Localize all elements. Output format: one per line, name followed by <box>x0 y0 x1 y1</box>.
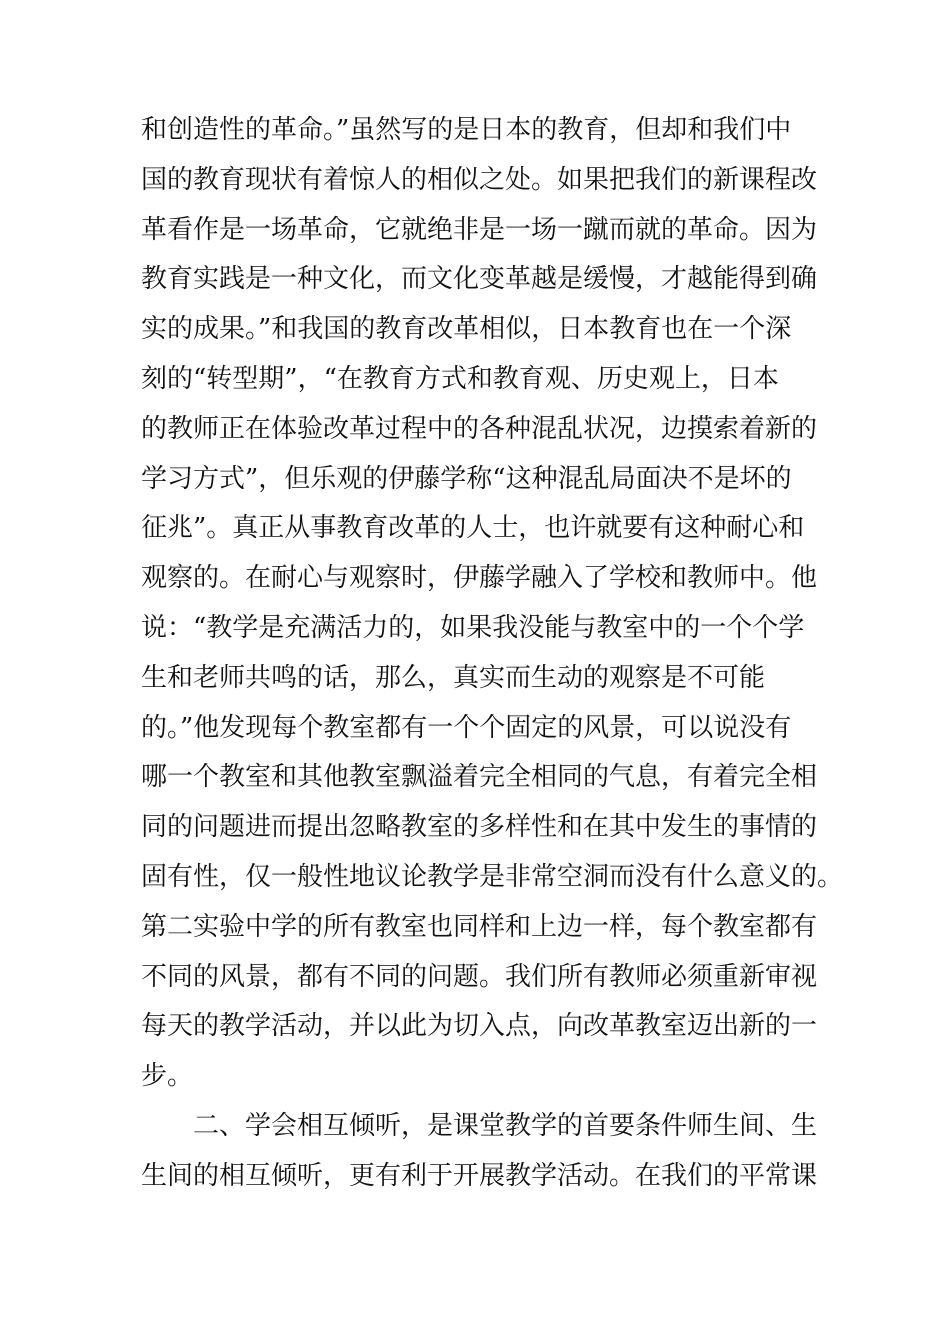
text-line: 固有性，仅一般性地议论教学是非常空洞而没有什么意义的。 <box>141 861 844 892</box>
text-line: 第二实验中学的所有教室也同样和上边一样，每个教室都有 <box>141 911 818 942</box>
text-line: 生间的相互倾听，更有利于开展教学活动。在我们的平常课 <box>141 1160 818 1191</box>
text-line: 说：“教学是充满活力的，如果我没能与教室中的一个个学 <box>141 612 805 643</box>
text-line: 同的问题进而提出忽略教室的多样性和在其中发生的事情的 <box>141 812 818 843</box>
body-text <box>141 106 844 1202</box>
text-line: 生和老师共鸣的话，那么，真实而生动的观察是不可能 <box>141 662 766 693</box>
text-line: 征兆”。真正从事教育改革的人士，也许就要有这种耐心和 <box>141 513 805 544</box>
text-line: 和创造性的革命。”虽然写的是日本的教育，但却和我们中 <box>141 115 792 145</box>
text-line: 每天的教学活动，并以此为切入点，向改革教室迈出新的一 <box>141 1011 818 1042</box>
text-line: 革看作是一场革命，它就绝非是一场一蹴而就的革命。因为 <box>141 214 818 245</box>
text-line: 学习方式”，但乐观的伊藤学称“这种混乱局面决不是坏的 <box>141 463 792 494</box>
text-line: 哪一个教室和其他教室飘溢着完全相同的气息，有着完全相 <box>141 762 818 793</box>
text-line: 的。”他发现每个教室都有一个个固定的风景，可以说没有 <box>141 712 792 743</box>
text-line: 实的成果。”和我国的教育改革相似，日本教育也在一个深 <box>141 314 792 345</box>
text-line: 不同的风景，都有不同的问题。我们所有教师必须重新审视 <box>141 961 818 992</box>
text-line: 刻的“转型期”，“在教育方式和教育观、历史观上，日本 <box>141 363 779 394</box>
paragraph-start-line: 二、学会相互倾听，是课堂教学的首要条件师生间、生 <box>193 1110 818 1141</box>
text-line: 教育实践是一种文化，而文化变革越是缓慢，才越能得到确 <box>141 264 818 295</box>
text-line: 国的教育现状有着惊人的相似之处。如果把我们的新课程改 <box>141 164 818 195</box>
text-line: 的教师正在体验改革过程中的各种混乱状况，边摸索着新的 <box>141 413 818 444</box>
text-line: 步。 <box>141 1061 194 1092</box>
text-line: 观察的。在耐心与观察时，伊藤学融入了学校和教师中。他 <box>141 563 818 594</box>
